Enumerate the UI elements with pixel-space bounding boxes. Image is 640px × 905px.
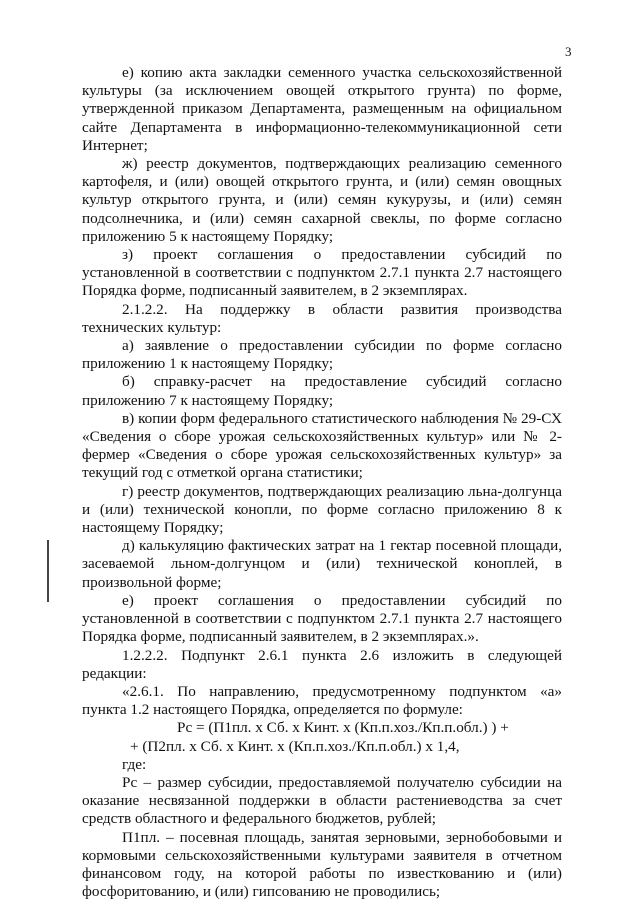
formula-where: где: xyxy=(122,755,147,773)
paragraph-a-application: а) заявление о предоставлении субсидии по форме согласно приложению 1 к настоящему Порядку; xyxy=(82,337,562,373)
page-number: 3 xyxy=(565,44,572,59)
paragraph-z-agreement-draft: з) проект соглашения о предоставлении субсидий по установленной в соответствии с подпунктом 2.7.1 пункта 2.7 настоящего Порядка форме, подписанный заявителем, в 2 экземплярах. xyxy=(82,246,562,300)
paragraph-2-6-1: «2.6.1. По направлению, предусмотренному подпунктом «а» пункта 1.2 настоящего Порядка, определяется по формуле: xyxy=(82,682,562,719)
paragraph-1-2-2-2: 1.2.2.2. Подпункт 2.6.1 пункта 2.6 изложить в следующей редакции: xyxy=(82,646,562,682)
paragraph-e-seed-plot-act: е) копию акта закладки семенного участка сельскохозяйственной культуры (за исключением овощей открытого грунта) по форме, утвержденной приказом Департамента, размещенным на официальном сайте Департамента в информационно-телекоммуникационной сети Интернет; xyxy=(82,64,562,154)
formula-line-2: + (П2пл. х Сб. х Кинт. х (Кп.п.хоз./Кп.п.обл.) х 1,4, xyxy=(130,737,460,755)
margin-mark xyxy=(47,540,49,602)
definition-p1pl: П1пл. – посевная площадь, занятая зерновыми, зернобобовыми и кормовыми сельскохозяйственными культурами заявителя в отчетном финансовом году, на которой работы по известкованию и (или) фосфоритованию, и (или) гипсованию не проводились; xyxy=(82,828,562,901)
paragraph-d-cost-calculation: д) калькуляцию фактических затрат на 1 гектар посевной площади, засеваемой льном-долгунцом и (или) технической коноплей, в произвольной форме; xyxy=(82,537,562,591)
paragraph-g-flax-registry: г) реестр документов, подтверждающих реализацию льна-долгунца и (или) технической конопли, по форме согласно приложению 8 к настоящему Порядку; xyxy=(82,482,562,537)
formula-line-1: Рс = (П1пл. х Сб. х Кинт. х (Кп.п.хоз./Кп.п.обл.) ) + xyxy=(177,719,509,737)
paragraph-2-1-2-2-heading: 2.1.2.2. На поддержку в области развития производства технических культур: xyxy=(82,300,562,336)
paragraph-b-calculation: б) справку-расчет на предоставление субсидий согласно приложению 7 к настоящему Порядку; xyxy=(82,373,562,409)
document-body xyxy=(82,64,562,901)
paragraph-zh-seed-registry: ж) реестр документов, подтверждающих реализацию семенного картофеля, и (или) овощей открытого грунта, и (или) семян овощных культур открытого грунта, и (или) семян кукурузы, и (или) семян подсолнечника, и (или) семян сахарной свеклы, по форме согласно приложению 5 к настоящему Порядку; xyxy=(82,155,562,245)
paragraph-v-statistics-forms: в) копии форм федерального статистического наблюдения № 29-СХ «Сведения о сборе урожая сельскохозяйственных культур» или № 2-фермер «Сведения о сборе урожая сельскохозяйственных культур» за текущий год с отметкой органа статистики; xyxy=(82,409,562,482)
paragraph-e-agreement-draft: е) проект соглашения о предоставлении субсидий по установленной в соответствии с подпунктом 2.7.1 пункта 2.7 настоящего Порядка форме, подписанный заявителем, в 2 экземплярах.». xyxy=(82,591,562,646)
definition-rs: Рс – размер субсидии, предоставляемой получателю субсидии на оказание несвязанной поддержки в области растениеводства за счет средств областного и федерального бюджетов, рублей; xyxy=(82,773,562,828)
